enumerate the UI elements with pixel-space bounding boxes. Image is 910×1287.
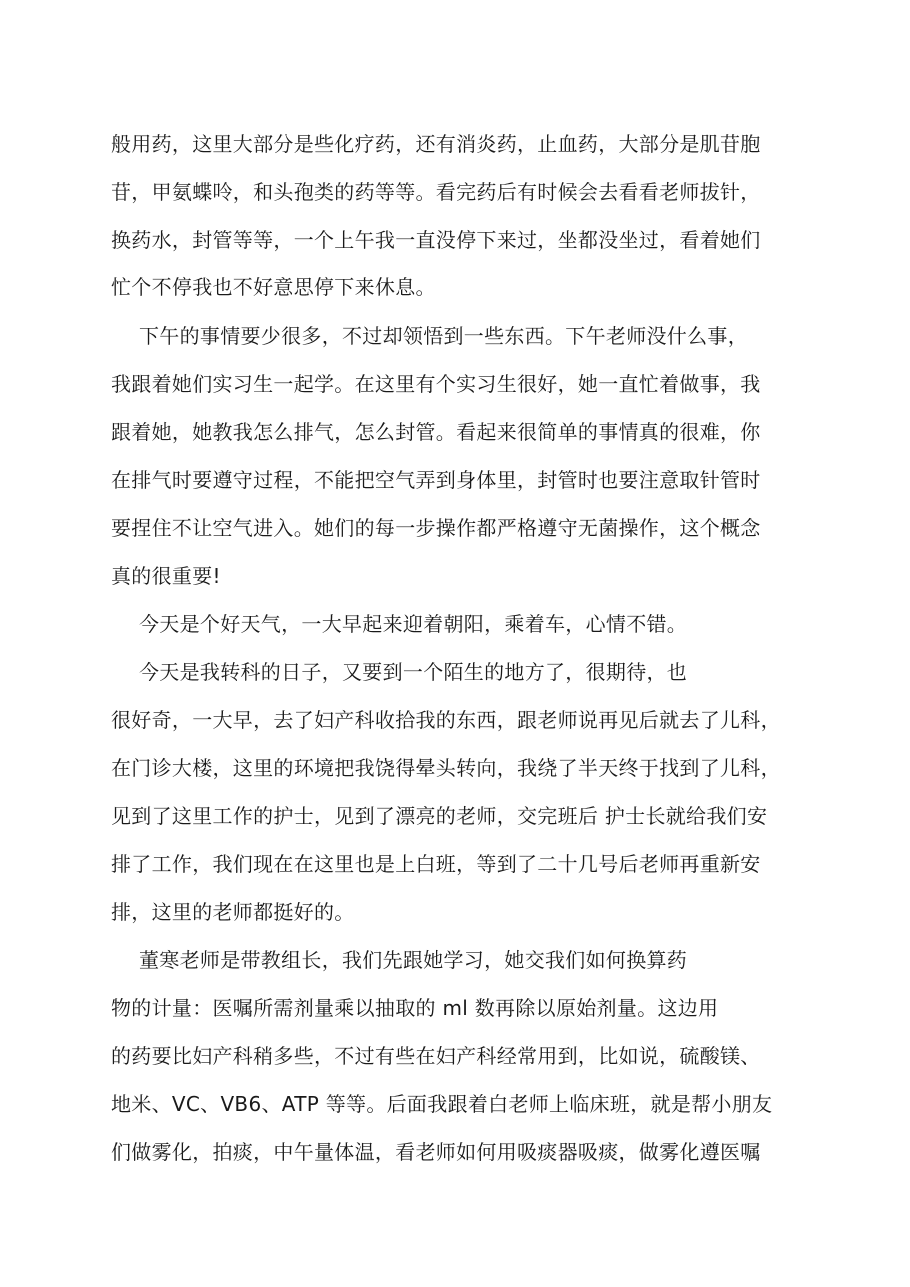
text-line: 换药水，封管等等，一个上午我一直没停下来过，坐都没坐过，看着她们 — [111, 228, 761, 252]
text-line: 在门诊大楼，这里的环境把我饶得晕头转向，我绕了半天终于找到了儿科， — [111, 756, 781, 780]
text-line: 的药要比妇产科稍多些，不过有些在妇产科经常用到，比如说，硫酸镁、 — [111, 1044, 761, 1068]
text-line: 地米、VC、VB6、ATP 等等。后面我跟着白老师上临床班，就是帮小朋友 — [111, 1092, 773, 1116]
text-line: 很好奇，一大早，去了妇产科收拾我的东西，跟老师说再见后就去了儿科， — [111, 708, 781, 732]
text-line: 我跟着她们实习生一起学。在这里有个实习生很好，她一直忙着做事，我 — [111, 372, 761, 396]
text-line: 见到了这里工作的护士，见到了漂亮的老师，交完班后 护士长就给我们安 — [111, 804, 768, 828]
paragraph-first-line: 董寒老师是带教组长，我们先跟她学习，她交我们如何换算药 — [139, 948, 688, 972]
paragraph-first-line: 今天是个好天气，一大早起来迎着朝阳，乘着车，心情不错。 — [139, 612, 688, 636]
text-line: 们做雾化，拍痰，中午量体温，看老师如何用吸痰器吸痰，做雾化遵医嘱 — [111, 1140, 761, 1164]
text-line: 要捏住不让空气进入。她们的每一步操作都严格遵守无菌操作，这个概念 — [111, 516, 761, 540]
paragraph-first-line: 今天是我转科的日子，又要到一个陌生的地方了，很期待，也 — [139, 660, 688, 684]
text-line: 真的很重要! — [111, 564, 221, 588]
text-line: 忙个不停我也不好意思停下来休息。 — [111, 275, 436, 299]
text-line: 排了工作，我们现在在这里也是上白班，等到了二十几号后老师再重新安 — [111, 852, 761, 876]
text-line: 在排气时要遵守过程，不能把空气弄到身体里，封管时也要注意取针管时 — [111, 468, 761, 492]
text-line: 物的计量：医嘱所需剂量乘以抽取的 ml 数再除以原始剂量。这边用 — [111, 996, 719, 1020]
paragraph-first-line: 下午的事情要少很多，不过却领悟到一些东西。下午老师没什么事， — [139, 324, 748, 348]
text-line: 排，这里的老师都挺好的。 — [111, 900, 355, 924]
text-line: 苷，甲氨蝶呤，和头孢类的药等等。看完药后有时候会去看看老师拔针， — [111, 180, 761, 204]
text-line: 般用药，这里大部分是些化疗药，还有消炎药，止血药，大部分是肌苷胞 — [111, 132, 761, 156]
text-line: 跟着她，她教我怎么排气，怎么封管。看起来很简单的事情真的很难，你 — [111, 420, 761, 444]
